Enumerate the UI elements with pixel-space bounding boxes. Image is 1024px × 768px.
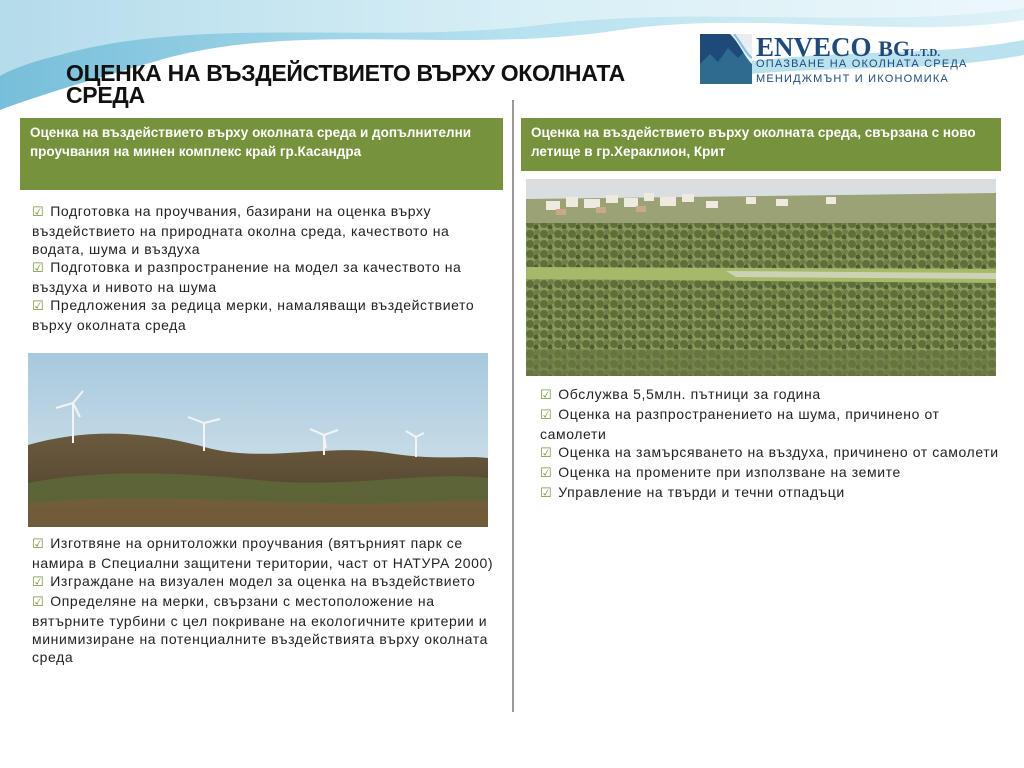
list-item — [32, 296, 502, 334]
list-item-text: Изграждане на визуален модел за оценка на въздействието — [50, 573, 476, 589]
wind-farm-photo — [28, 353, 488, 527]
checkbox-checked-icon: ☑ — [32, 205, 45, 220]
logo-bg: BG — [878, 36, 911, 61]
right-section-header: Оценка на въздействието върху околната среда, свързана с ново летище в гр.Хераклион, Крит — [521, 118, 1001, 171]
list-item-text: Оценка на замърсяването на въздуха, причинено от самолети — [558, 444, 999, 460]
left-section-header: Оценка на въздействието върху околната среда и допълнителни проучвания на минен комплекс край гр.Касандра — [20, 118, 503, 190]
logo-ltd: L.T.D. — [910, 47, 941, 59]
list-item — [540, 405, 1000, 443]
list-item-text: Изготвяне на орнитоложки проучвания (вятърният парк се намира в Специални защитени територии, част от НАТУРА 2000) — [32, 535, 494, 571]
checkbox-checked-icon: ☑ — [32, 595, 45, 610]
list-item — [32, 534, 502, 572]
list-item — [32, 202, 502, 258]
checkbox-checked-icon: ☑ — [32, 261, 45, 276]
list-item — [32, 258, 502, 296]
list-item-text: Обслужва 5,5млн. пътници за година — [558, 386, 821, 402]
list-item — [32, 572, 502, 592]
logo-tagline-1: ОПАЗВАНЕ НА ОКОЛНАТА СРЕДА — [756, 58, 968, 70]
company-logo — [700, 34, 1020, 90]
list-item — [32, 592, 502, 666]
checkbox-checked-icon: ☑ — [540, 486, 553, 501]
list-item — [540, 483, 1000, 503]
logo-word: ENVECO — [756, 32, 872, 62]
checkbox-checked-icon: ☑ — [540, 388, 553, 403]
mountain-wave-icon — [700, 34, 752, 84]
checkbox-checked-icon: ☑ — [32, 537, 45, 552]
list-item-text: Подготовка на проучвания, базирани на оценка върху въздействието на природната околна среда, качеството на водата, шума и въздуха — [32, 203, 450, 257]
column-divider — [512, 100, 514, 712]
logo-tagline-2: МЕНИДЖМЪНТ И ИКОНОМИКА — [756, 73, 949, 85]
olive-grove-photo — [526, 179, 996, 376]
list-item-text: Определяне на мерки, свързани с местоположение на вятърните турбини с цел покриване на екологичните критерии и минимизиране на потенциалните въздействията върху околната среда — [32, 593, 488, 665]
checkbox-checked-icon: ☑ — [540, 446, 553, 461]
right-bullet-list — [540, 385, 1000, 503]
checkbox-checked-icon: ☑ — [540, 408, 553, 423]
list-item — [540, 443, 1000, 463]
slide-title: ОЦЕНКА НА ВЪЗДЕЙСТВИЕТО ВЪРХУ ОКОЛНАТА СРЕДА — [66, 60, 625, 108]
list-item — [540, 463, 1000, 483]
list-item-text: Предложения за редица мерки, намаляващи въздействието върху околната среда — [32, 297, 475, 333]
checkbox-checked-icon: ☑ — [540, 466, 553, 481]
checkbox-checked-icon: ☑ — [32, 299, 45, 314]
left-bottom-bullet-list — [32, 534, 502, 666]
list-item-text: Управление на твърди и течни отпадъци — [558, 484, 845, 500]
checkbox-checked-icon: ☑ — [32, 575, 45, 590]
list-item — [540, 385, 1000, 405]
list-item-text: Оценка на разпространението на шума, причинено от самолети — [540, 406, 940, 442]
list-item-text: Оценка на промените при използване на земите — [558, 464, 901, 480]
left-top-bullet-list — [32, 202, 502, 334]
list-item-text: Подготовка и разпространение на модел за качеството на въздуха и нивото на шума — [32, 259, 462, 295]
